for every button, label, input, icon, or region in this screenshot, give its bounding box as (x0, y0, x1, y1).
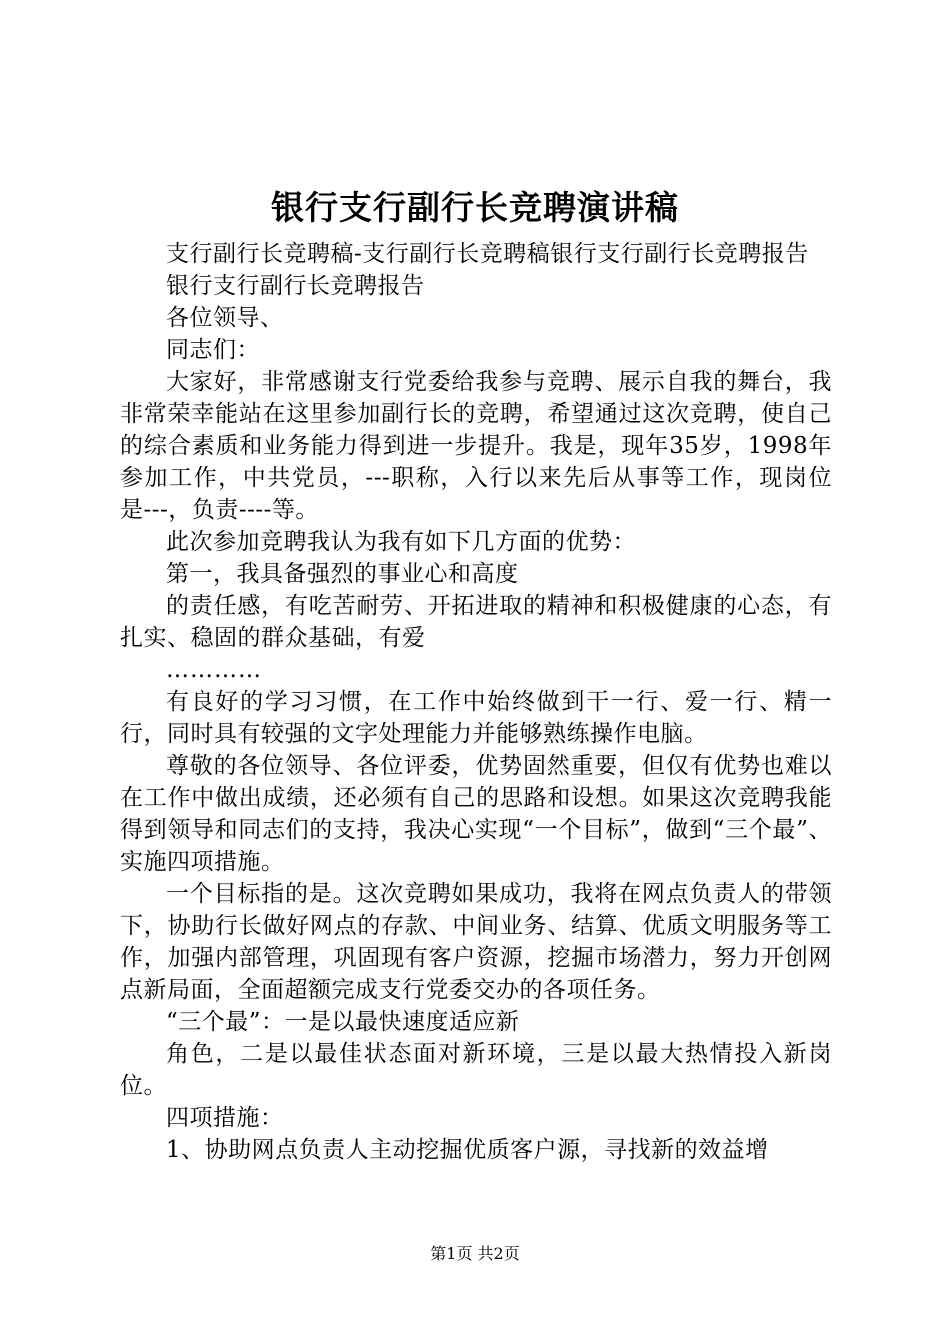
paragraph: 尊敬的各位领导、各位评委，优势固然重要，但仅有优势也难以在工作中做出成绩，还必须有自己的思路和设想。如果这次竞聘我能得到领导和同志们的支持，我决心实现“一个目标”，做到“三个最”、实施四项措施。 (120, 753, 832, 875)
paragraph: 有良好的学习习惯，在工作中始终做到干一行、爱一行、精一行，同时具有较强的文字处理能力并能够熟练操作电脑。 (120, 689, 832, 747)
paragraph: 的责任感，有吃苦耐劳、开拓进取的精神和积极健康的心态，有扎实、稳固的群众基础，有爱 (120, 593, 832, 651)
paragraph: 此次参加竞聘我认为我有如下几方面的优势： (166, 529, 636, 555)
paragraph: 第一，我具备强烈的事业心和高度 (166, 561, 519, 587)
paragraph: 一个目标指的是。这次竞聘如果成功，我将在网点负责人的带领下，协助行长做好网点的存款、中间业务、结算、优质文明服务等工作，加强内部管理，巩固现有客户资源，挖掘市场潜力，努力开创网点新局面，全面超额完成支行党委交办的各项任务。 (120, 881, 832, 1003)
page-footer: 第1页 共2页 (430, 1244, 520, 1263)
paragraph: “三个最”：一是以最快速度适应新 (166, 1009, 520, 1035)
paragraph: 1、协助网点负责人主动挖掘优质客户源，寻找新的效益增 (166, 1137, 769, 1163)
paragraph: 角色，二是以最佳状态面对新环境，三是以最大热情投入新岗位。 (120, 1041, 832, 1099)
paragraph: 四项措施： (166, 1105, 284, 1131)
document-body (120, 238, 832, 1166)
paragraph: 支行副行长竞聘稿-支行副行长竞聘稿银行支行副行长竞聘报告 (166, 241, 809, 267)
paragraph: 银行支行副行长竞聘报告 (166, 273, 425, 299)
ellipsis-line: ………… (166, 657, 262, 683)
paragraph: 各位领导、 (166, 305, 284, 331)
paragraph: 大家好，非常感谢支行党委给我参与竞聘、展示自我的舞台，我非常荣幸能站在这里参加副行长的竞聘，希望通过这次竞聘，使自己的综合素质和业务能力得到进一步提升。我是，现年35岁，1998年参加工作，中共党员，---职称，入行以来先后从事等工作，现岗位是---，负责----等。 (120, 369, 832, 523)
paragraph: 同志们： (166, 337, 260, 363)
document-title: 银行支行副行长竞聘演讲稿 (271, 188, 679, 227)
